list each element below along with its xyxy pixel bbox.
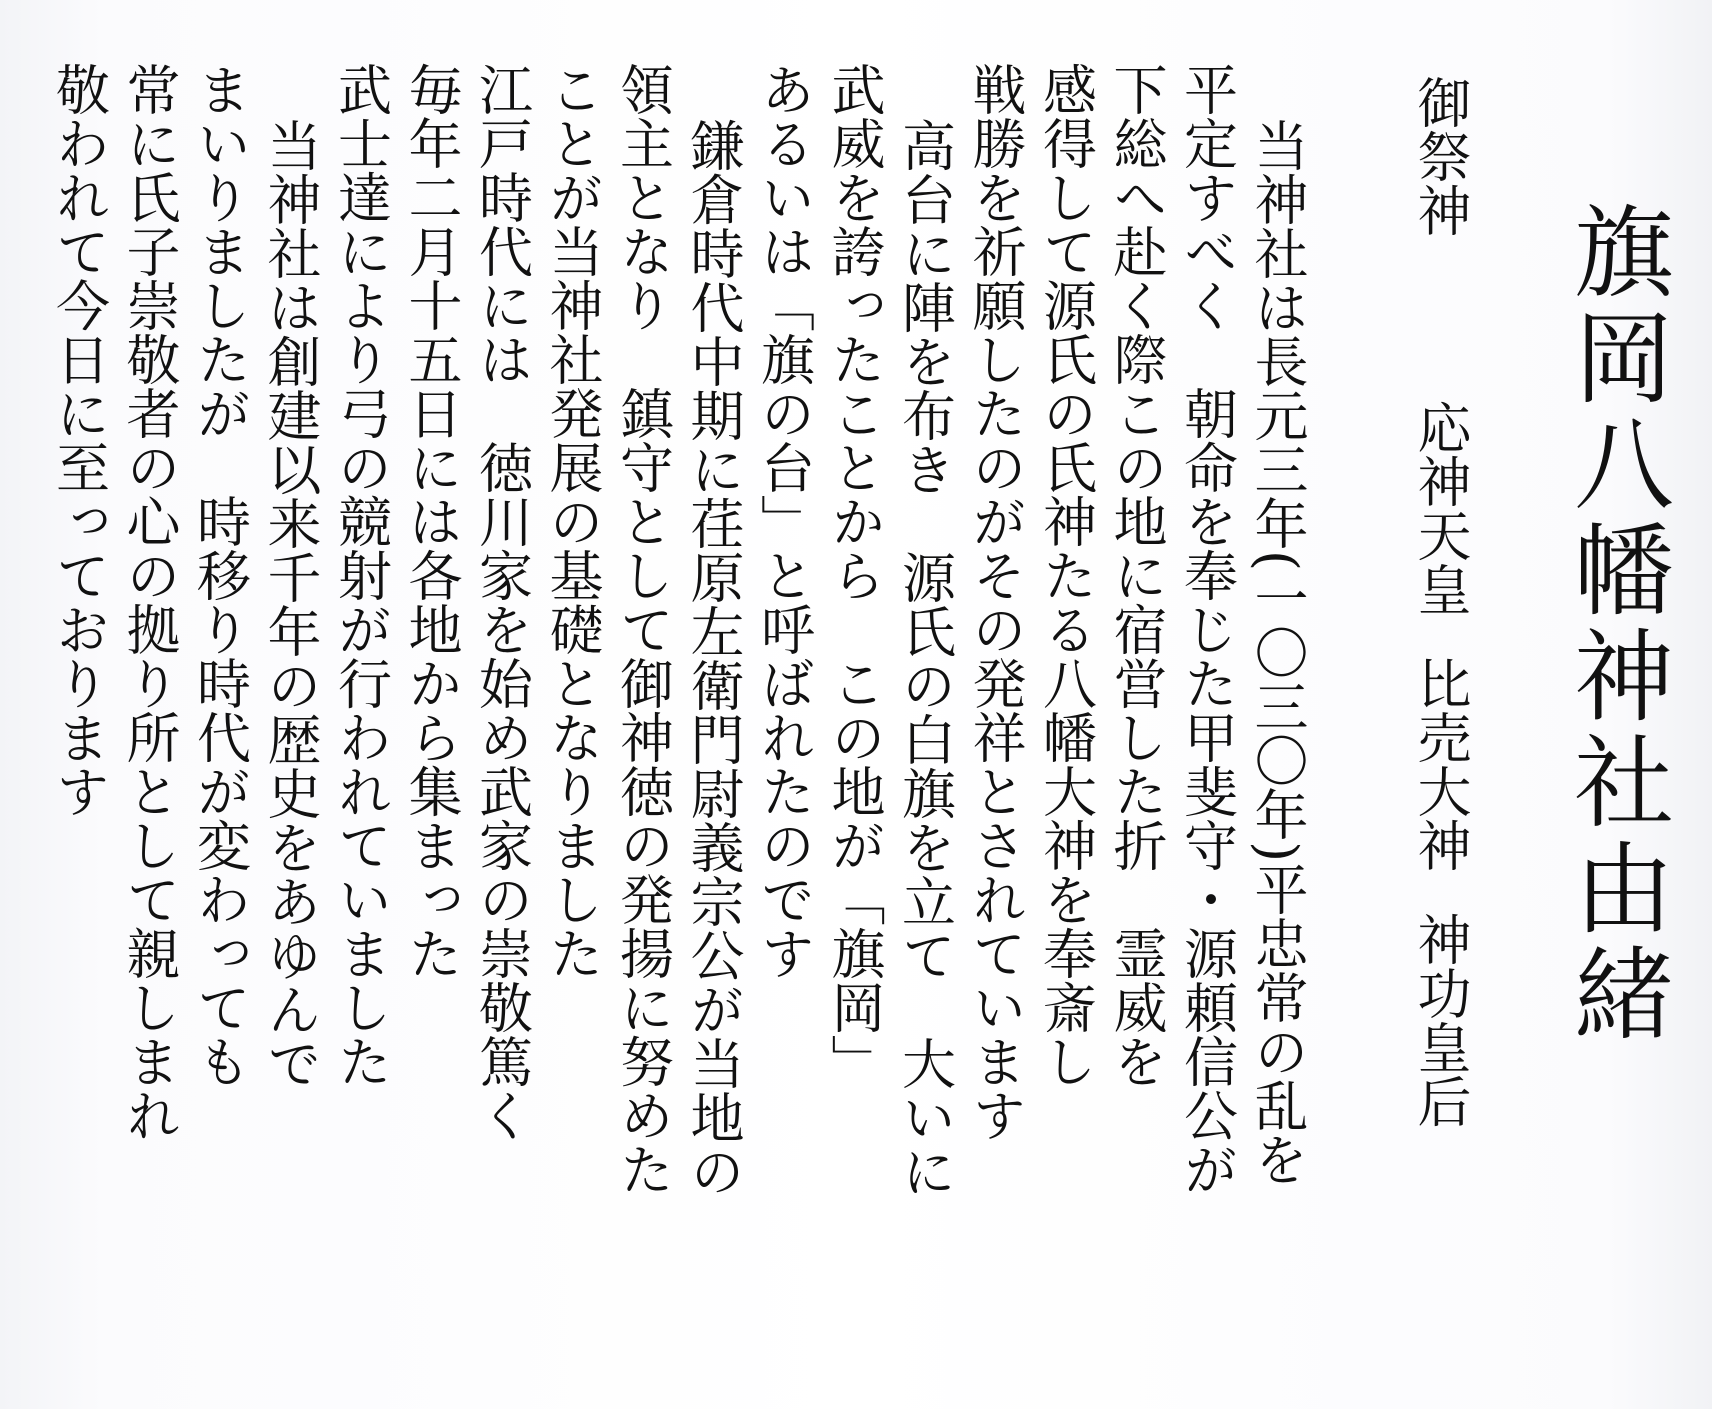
paragraph-kamakura bbox=[537, 62, 749, 1382]
enshrined-deities-label: 御祭神 bbox=[1409, 75, 1472, 237]
text-line: 感得して源氏の氏神たる八幡大神を奉斎し bbox=[1034, 62, 1098, 1088]
enshrined-deities-list bbox=[1405, 400, 1475, 1128]
text-line: まいりましたが 時移り時代が変わっても bbox=[188, 62, 252, 1088]
text-line: 鎌倉時代中期に荏原左衛門尉義宗公が当地の bbox=[682, 118, 745, 1198]
paragraph-edo bbox=[325, 62, 537, 1382]
paragraph-present bbox=[43, 62, 325, 1382]
text-line: 高台に陣を布き 源氏の白旗を立て 大いに bbox=[893, 118, 957, 1198]
text-line: 江戸時代には 徳川家を始め武家の崇敬篤く bbox=[470, 62, 534, 1142]
text-line: 当神社は長元三年(一〇三〇年)平忠常の乱を bbox=[1246, 118, 1309, 1187]
text-line: 戦勝を祈願したのがその発祥とされています bbox=[964, 62, 1027, 1142]
deity-name: 応神天皇 bbox=[1409, 400, 1472, 616]
text-line: 敬われて今日に至っております bbox=[47, 62, 111, 818]
paragraph-founding bbox=[960, 62, 1313, 1382]
text-line: 毎年二月十五日には各地から集まった bbox=[400, 62, 463, 980]
deity-name: 比売大神 bbox=[1409, 656, 1472, 872]
board-title: 旗岡八幡神社由緒 bbox=[1557, 200, 1674, 1048]
paragraph-name-origin bbox=[748, 62, 960, 1382]
deity-name: 神功皇后 bbox=[1409, 912, 1472, 1128]
text-line: あるいは「旗の台」と呼ばれたのです bbox=[752, 62, 816, 980]
text-line: ことが当神社発展の基礎となりました bbox=[541, 62, 604, 980]
text-line: 当神社は創建以来千年の歴史をあゆんで bbox=[259, 118, 322, 1090]
history-body-text bbox=[43, 62, 1312, 1382]
text-line: 武士達により弓の競射が行われていました bbox=[329, 62, 393, 1088]
text-line: 下総へ赴く際この地に宿営した折 霊威を bbox=[1105, 62, 1168, 1088]
text-line: 武威を誇ったことから この地が「旗岡」 bbox=[823, 62, 886, 1088]
text-line: 領主となり 鎮守として御神徳の発揚に努めた bbox=[611, 62, 675, 1196]
text-line: 平定すべく 朝命を奉じた甲斐守・源頼信公が bbox=[1175, 62, 1239, 1196]
text-line: 常に氏子崇敬者の心の拠り所として親しまれ bbox=[118, 62, 181, 1142]
